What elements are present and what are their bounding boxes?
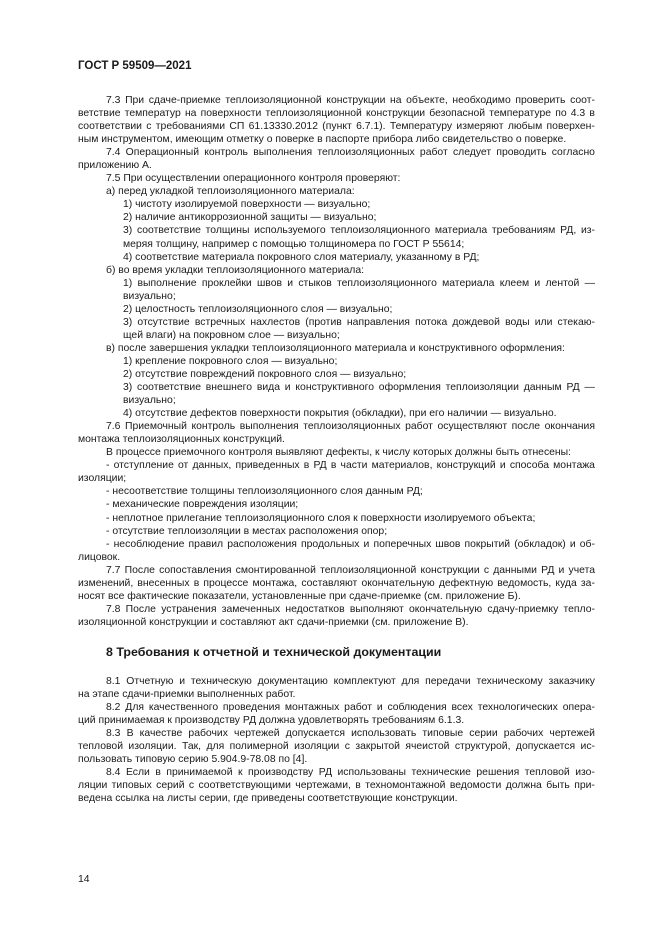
text-line: 8.1 Отчетную и техническую документацию комплектуют для передачи техническому заказчику	[106, 675, 595, 687]
text-line: 3) соответствие внешнего вида и конструктивного оформления теплоизоляции данным РД —	[123, 382, 595, 394]
text-line: изменений, внесенных в процессе монтажа, составляют окончательную дефектную ведомость, куда за-	[78, 577, 595, 589]
text-line: 1) чистоту изолируемой поверхности — визуально;	[123, 199, 371, 211]
text-line: в) после завершения укладки теплоизоляционного материала и конструктивного оформления:	[106, 342, 565, 354]
page-number: 14	[78, 874, 90, 885]
text-line: а) перед укладкой теплоизоляционного материала:	[106, 186, 355, 198]
text-line: 3) отсутствие встречных нахлестов (против направления потока дождевой воды или стекаю-	[123, 316, 595, 328]
text-line: 2) наличие антикоррозионной защиты — визуально;	[123, 212, 377, 224]
text-line: монтажа теплоизоляционных конструкций.	[78, 434, 285, 446]
text-line: соответствии с требованиями СП 61.13330.2012 (пункт 6.7.1). Температуру измеряют любым поверхен-	[78, 121, 595, 133]
text-line: лицовок.	[78, 551, 121, 563]
text-line: ляции типовых серий с соответствующими чертежами, в техномонтажной ведомости должна быть при-	[78, 780, 595, 792]
text-line: 7.3 При сдаче-приемке теплоизоляционной конструкции на объекте, необходимо проверить соот-	[106, 95, 595, 106]
text-line: 8.3 В качестве рабочих чертежей допускается использовать типовые серии рабочих чертежей	[106, 728, 595, 740]
text-line: - неплотное прилегание теплоизоляционного слоя к поверхности изолируемого объекта;	[106, 512, 536, 524]
text-line: пользовать типовую серию 5.904.9-78.08 по [4].	[78, 754, 308, 766]
text-line: приложению А.	[78, 160, 152, 172]
text-line: изоляции;	[78, 473, 127, 485]
text-line: 1) выполнение проклейки швов и стыков теплоизоляционного материала клеем и лентой —	[123, 277, 595, 289]
text-line: 7.7 После сопоставления смонтированной теплоизоляционной конструкции с данными РД и учета	[106, 564, 595, 576]
text-line: щей влаги) на покровном слое — визуально;	[123, 329, 340, 341]
text-line: на этапе сдачи-приемки выполненных работ.	[78, 688, 296, 700]
text-line: носят все фактические показатели, установленные при сдаче-приемке (см. приложение Б).	[78, 590, 521, 602]
text-line: 8.4 Если в принимаемой к производству РД использованы технические решения тепловой изо-	[106, 767, 595, 779]
text-line: - несоблюдение правил расположения продольных и поперечных швов покрытий (обкладок) и об-	[106, 538, 595, 550]
spacer	[78, 662, 595, 675]
text-line: ветствие температур на поверхности теплоизоляционной конструкции безопасной температуре по 4.3 в	[78, 108, 595, 120]
text-line: ций принимаемая к производству РД должна удовлетворять требованиям 6.1.3.	[78, 715, 465, 727]
text-line: 3) соответствие толщины используемого теплоизоляционного материала требованиям РД, из-	[123, 225, 595, 237]
document-header: ГОСТ Р 59509—2021	[78, 60, 192, 72]
text-line: - отступление от данных, приведенных в РД в части материалов, конструкций и способа монтажа	[106, 460, 595, 472]
section-heading: 8 Требования к отчетной и технической документации	[106, 644, 442, 659]
text-line: ным инструментом, имеющим отметку о поверке в паспорте прибора либо свидетельство о поверке.	[78, 134, 567, 146]
text-line: б) во время укладки теплоизоляционного материала:	[106, 264, 365, 276]
text-line: 4) соответствие материала покровного слоя материалу, указанному в РД;	[123, 251, 480, 263]
text-line: визуально;	[123, 395, 176, 407]
text-line: изоляционной конструкции и составляют акт сдачи-приемки (см. приложение В).	[78, 616, 469, 628]
text-line: 8.2 Для качественного проведения монтажных работ и соблюдения всех технологических опера-	[106, 702, 595, 714]
text-line: - механические повреждения изоляции;	[106, 499, 299, 511]
text-line: 1) крепление покровного слоя — визуально;	[123, 355, 338, 367]
document-body	[78, 94, 595, 805]
text-line: 4) отсутствие дефектов поверхности покрытия (обкладки), при его наличии — визуально.	[123, 408, 557, 420]
text-line: 7.8 После устранения замеченных недостатков выполняют окончательную сдачу-приемку тепло-	[106, 603, 595, 615]
text-line: 7.6 Приемочный контроль выполнения теплоизоляционных работ осуществляют после окончания	[106, 421, 595, 433]
text-line: меряя толщину, например с помощью толщиномера по ГОСТ Р 55614;	[123, 238, 465, 250]
text-line: ведена ссылка на листы серии, где приведены соответствующие конструкции.	[78, 793, 458, 805]
text-line: тепловой изоляции. Так, для полимерной изоляции с закрытой ячеистой структурой, допускается ис-	[78, 741, 595, 753]
text-line: 7.5 При осуществлении операционного контроля проверяют:	[106, 173, 401, 185]
text-line: визуально;	[123, 290, 176, 302]
spacer	[78, 629, 595, 642]
text-line: 7.4 Операционный контроль выполнения теплоизоляционных работ следует проводить согласно	[106, 147, 595, 159]
text-line: 2) отсутствие повреждений покровного слоя — визуально;	[123, 368, 407, 380]
text-line: В процессе приемочного контроля выявляют дефекты, к числу которых должны быть отнесены:	[106, 447, 572, 459]
text-line: - несоответствие толщины теплоизоляционного слоя данным РД;	[106, 486, 423, 498]
text-line: - отсутствие теплоизоляции в местах расположения опор;	[106, 525, 388, 537]
text-line: 2) целостность теплоизоляционного слоя — визуально;	[123, 303, 393, 315]
